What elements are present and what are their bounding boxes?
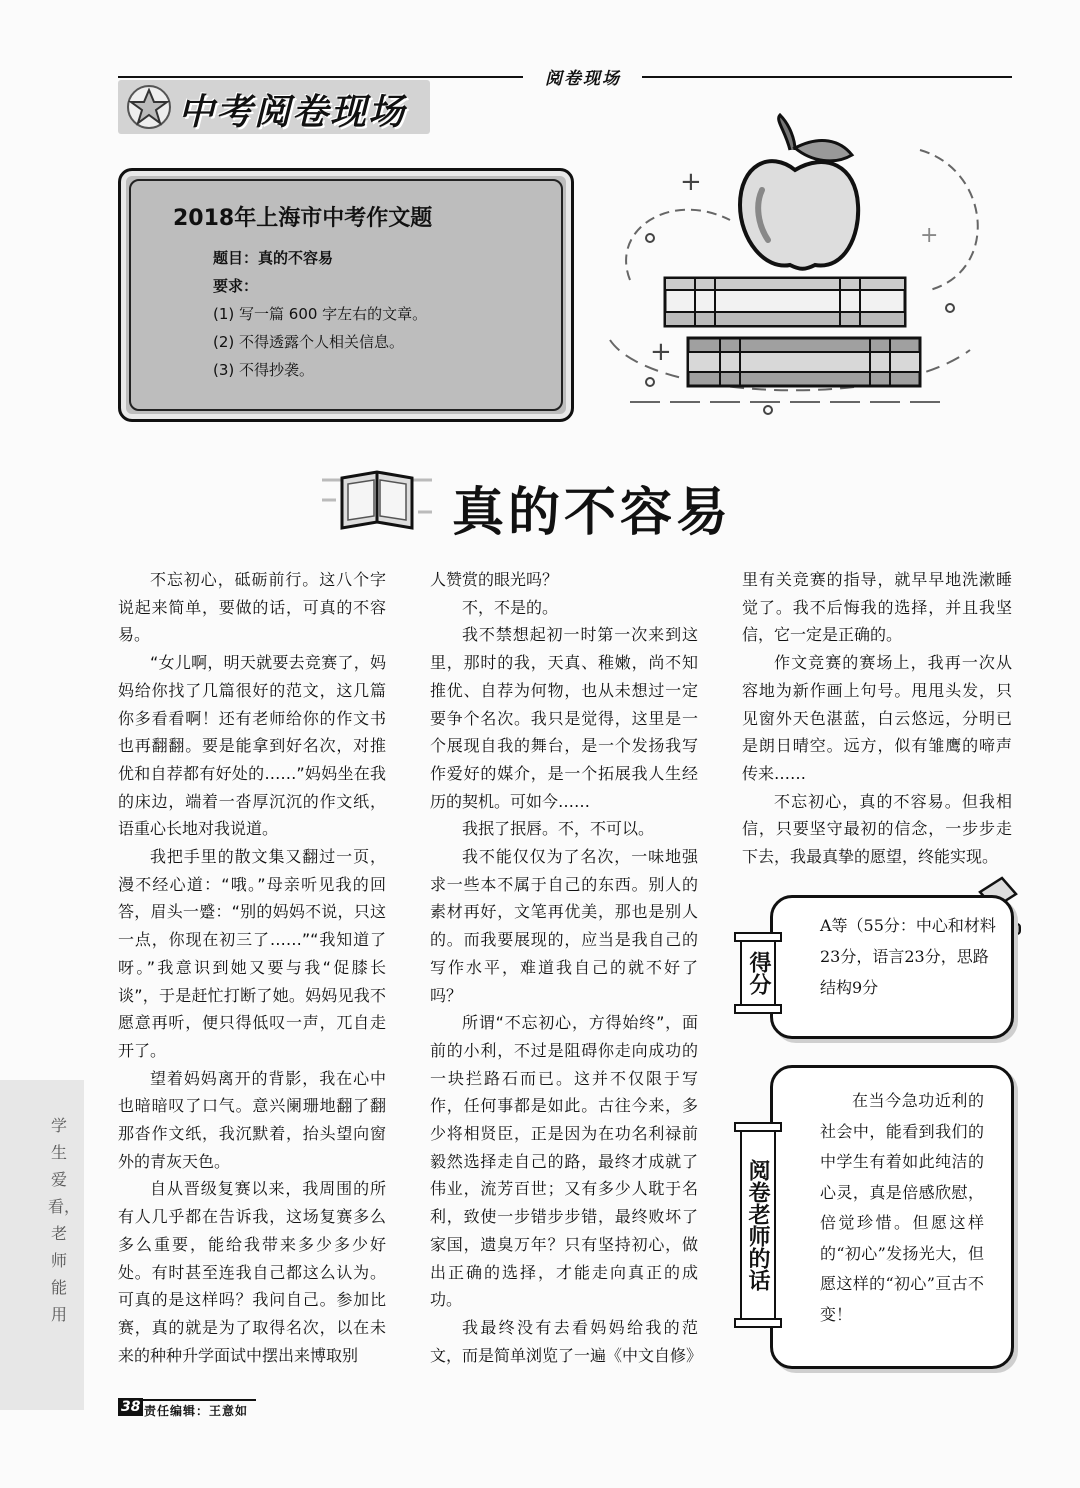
- paragraph: 不，不是的。: [462, 597, 559, 617]
- exam-requirement: (1) 写一篇 600 字左右的文章。: [213, 305, 428, 323]
- exam-requirement: (2) 不得透露个人相关信息。: [213, 333, 405, 351]
- exam-question-box: [118, 168, 574, 422]
- section-label: 阅卷现场: [545, 69, 621, 89]
- essay-column-2: [430, 566, 703, 1369]
- paragraph: 我不能仅仅为了名次，一味地强求一些本不属于自己的东西。别人的素材再好，文笔再优美，那也是别人的。而我要展现的，应当是我自己的写作水平，难道我自己的就不好了吗？: [430, 847, 698, 1005]
- paragraph: “女儿啊，明天就要去竞赛了，妈妈给你找了几篇很好的范文，这几篇你多看看啊！还有老师给你的作文书也再翻翻。要是能拿到好名次，对推优和自荐都有好处的……”妈妈坐在我的床边，端着一沓厚沉沉的作文纸，语重心长地对我说道。: [118, 653, 386, 839]
- paragraph: 作文竞赛的赛场上，我再一次从容地为新作画上句号。甩甩头发，只见窗外天色湛蓝，白云悠远，分明已是朗日晴空。远方，似有雏鹰的啼声传来……: [742, 653, 1012, 783]
- paragraph: 所谓“不忘初心，方得始终”，面前的小利，不过是阻碍你走向成功的一块拦路石而已。这并不仅限于写作，任何事都是如此。古往今来，多少将相贤臣，正是因为在功名利禄前毅然选择走自己的路，最终才成就了伟业，流芳百世；又有多少人耽于名利，致使一步错步步错，最终败坏了家国，遗臭万年？只有坚持初心，做出正确的选择，才能走向真正的成功。: [430, 1013, 698, 1310]
- brand-banner: [118, 80, 430, 134]
- apple-books-illustration: [590, 110, 1010, 430]
- paragraph: 我最终没有去看妈妈给我的范文，而是简单浏览了一遍《中文自修》: [430, 1317, 703, 1365]
- essay-column-1: [118, 566, 386, 1369]
- side-tab: [0, 1080, 84, 1410]
- svg-text:+: +: [650, 337, 672, 367]
- essay-title: 真的不容易: [452, 482, 733, 543]
- paragraph: 人赞赏的眼光吗？: [430, 570, 559, 589]
- side-tab-text: 学生爱看，老师能用: [48, 1116, 81, 1324]
- paragraph: 在当今急功近利的社会中，能看到我们的中学生有着如此纯洁的心灵，真是倍感欣慰，倍觉珍惜。但愿这样的“初心”发扬光大，但愿这样的“初心”亘古不变！: [820, 1091, 984, 1324]
- paragraph: 不忘初心，真的不容易。但我相信，只要坚守最初的信念，一步步走下去，我最真挚的愿望，终能实现。: [742, 791, 1012, 867]
- paragraph: 我把手里的散文集又翻过一页，漫不经心道：“哦。”母亲听见我的回答，眉头一蹙：“别的妈妈不说，只这一点，你现在初三了……”“我知道了呀。”我意识到她又要与我“促膝长谈”，于是赶忙打断了她。妈妈见我不愿意再听，便只得低叹一声，兀自走开了。: [118, 847, 386, 1060]
- teacher-label: 阅卷老师的话: [740, 1130, 776, 1320]
- exam-requirement: (3) 不得抄袭。: [213, 361, 315, 379]
- paragraph: 里有关竞赛的指导，就早早地洗漱睡觉了。我不后悔我的选择，并且我坚信，它一定是正确的。: [742, 570, 1012, 645]
- score-text: A等（55分：中心和材料23分，语言23分，思路结构9分: [820, 916, 996, 997]
- paragraph: 不忘初心，砥砺前行。这八个字说起来简单，要做的话，可真的不容易。: [118, 570, 386, 645]
- star-icon: [126, 84, 172, 130]
- svg-text:+: +: [680, 167, 702, 197]
- paragraph: 我抿了抿唇。不，不可以。: [462, 819, 655, 839]
- score-label: 得分: [740, 940, 776, 1006]
- exam-topic: 题目：真的不容易: [213, 249, 334, 267]
- footer-rule: [138, 1399, 256, 1401]
- essay-column-3: [742, 566, 1012, 871]
- paragraph: 我不禁想起初一时第一次来到这里，那时的我，天真、稚嫩，尚不知推优、自荐为何物，也从未想过一定要争个名次。我只是觉得，这里是一个展现自我的舞台，是一个发扬我写作爱好的媒介，是一个拓展我人生经历的契机。可如今……: [430, 625, 698, 811]
- exam-title: 2018年上海市中考作文题: [173, 206, 433, 231]
- teacher-comment: [820, 1086, 984, 1330]
- header-rule-left: [118, 76, 523, 78]
- editor-credit: 责任编辑：王意如: [144, 1404, 249, 1418]
- page-number: 38: [118, 1398, 143, 1416]
- open-book-icon: [322, 460, 432, 540]
- brand-title: 中考阅卷现场: [178, 92, 407, 133]
- exam-req-label: 要求：: [213, 277, 259, 295]
- header-rule-right: [642, 76, 1012, 78]
- paragraph: 自从晋级复赛以来，我周围的所有人几乎都在告诉我，这场复赛多么多么重要，能给我带来多少多少好处。有时甚至连我自己都这么认为。可真的是这样吗？我问自己。参加比赛，真的就是为了取得名次，以在未来的种种升学面试中摆出来博取别: [118, 1179, 386, 1365]
- svg-text:+: +: [920, 223, 939, 248]
- paragraph: 望着妈妈离开的背影，我在心中也暗暗叹了口气。意兴阑珊地翻了翻那沓作文纸，我沉默着，抬头望向窗外的青灰天色。: [118, 1068, 386, 1171]
